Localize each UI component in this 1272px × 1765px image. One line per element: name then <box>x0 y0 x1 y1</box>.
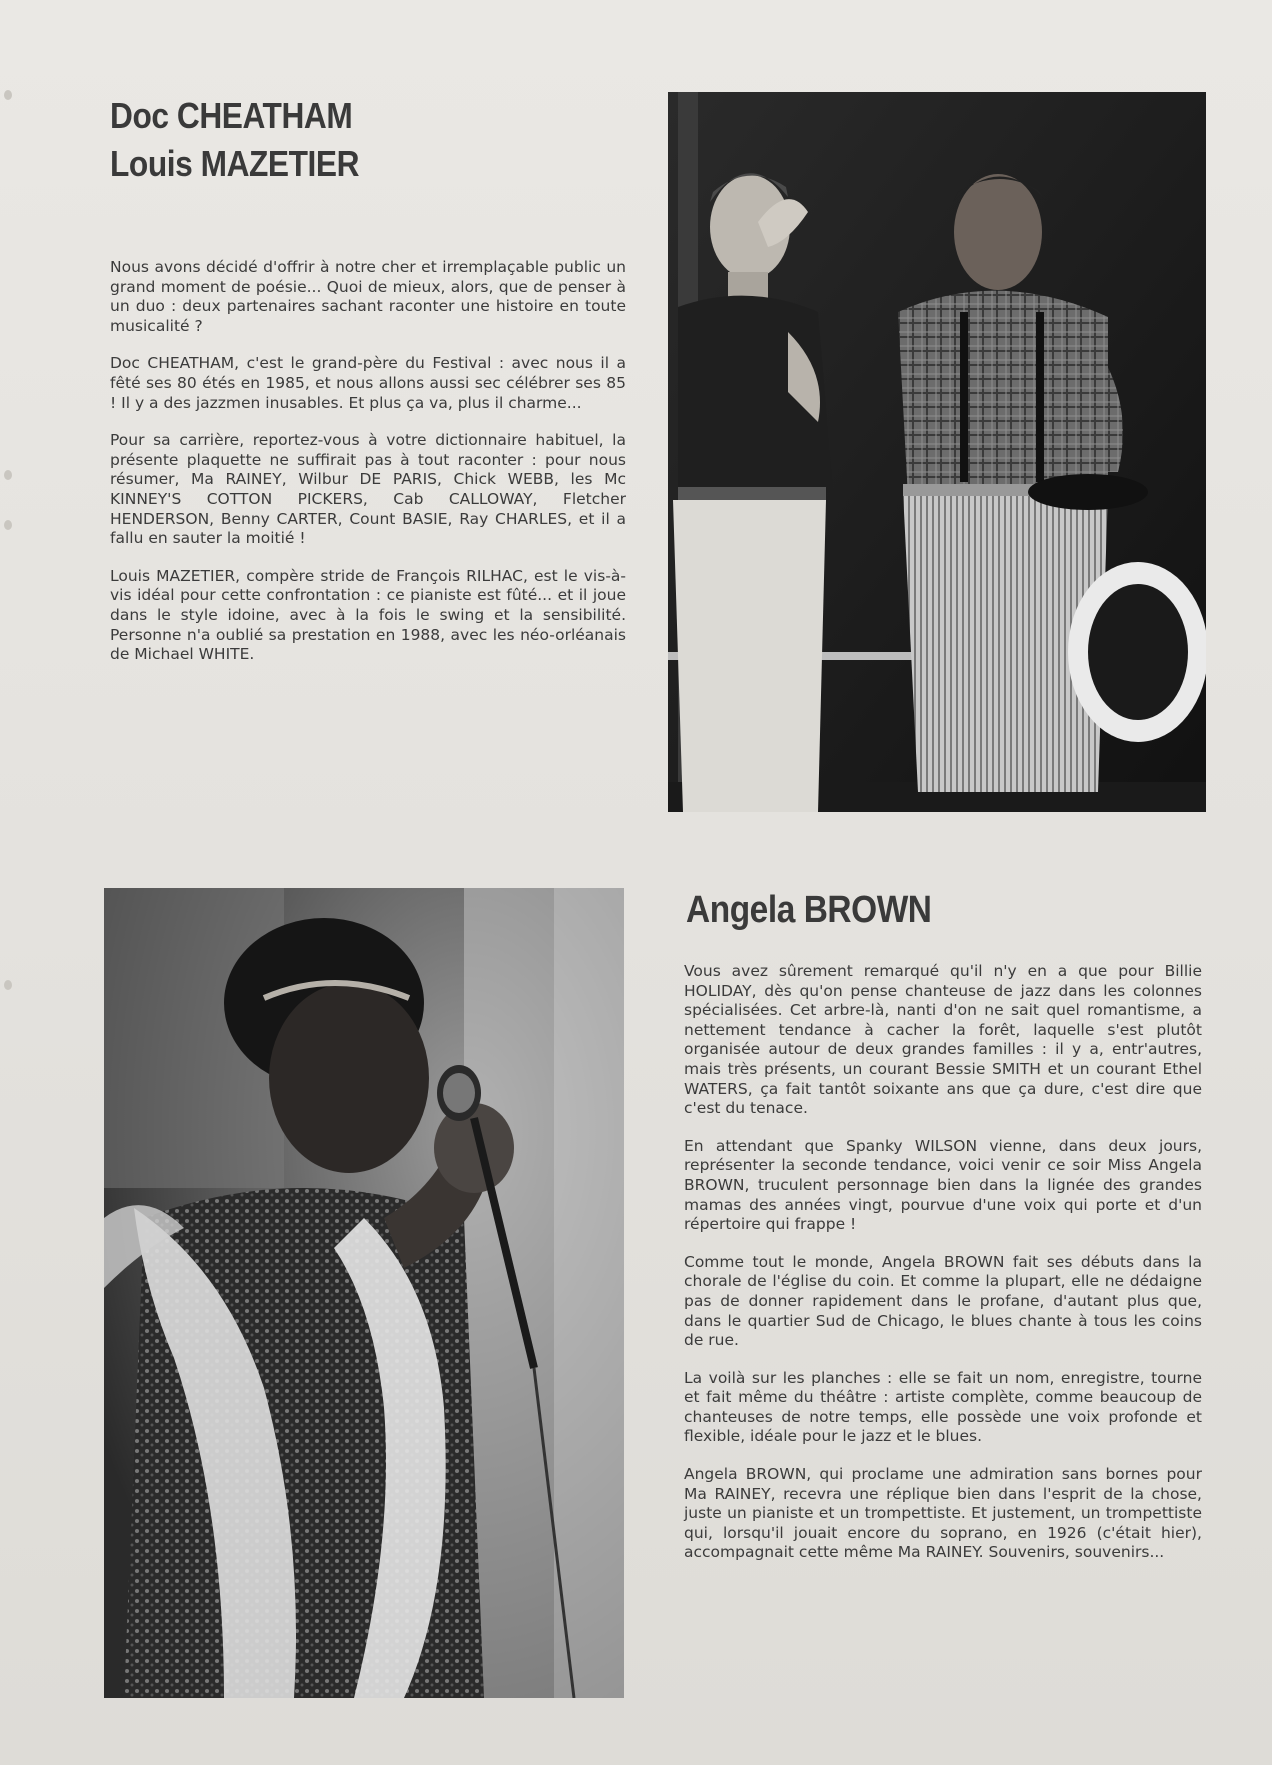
angela-brown-title: Angela BROWN <box>686 889 932 931</box>
title-line-1: Doc CHEATHAM <box>110 95 353 136</box>
angela-brown-photo-image <box>104 888 624 1698</box>
article-paragraph: La voilà sur les planches : elle se fait un nom, enregistre, tourne et fait même du théâtre : artiste complète, comme beaucoup de chanteuses de notre temps, elle possède une voix profonde et flexible, idéale pour le jazz et le blues. <box>684 1368 1202 1446</box>
angela-brown-article <box>684 962 1202 1581</box>
article-paragraph: Angela BROWN, qui proclame une admiration sans bornes pour Ma RAINEY, recevra une réplique bien dans l'esprit de la chose, juste un pianiste et un trompettiste. Et justement, un trompettiste qui, lorsqu'il jouait encore du soprano, en 1926 (c'était hier), accompagnait cette même Ma RAINEY. Souvenirs, souvenirs... <box>684 1465 1202 1562</box>
doc-cheatham-article <box>110 258 626 683</box>
duo-photo-image <box>668 92 1206 812</box>
binding-holes <box>0 0 20 1765</box>
article-paragraph: Nous avons décidé d'offrir à notre cher et irremplaçable public un grand moment de poésie... Quoi de mieux, alors, que de penser à un duo : deux partenaires sachant raconter une histoire en toute musicalité ? <box>110 258 626 335</box>
doc-cheatham-mazetier-title <box>110 92 359 188</box>
photo-doc-cheatham-louis-mazetier <box>668 92 1206 812</box>
photo-angela-brown <box>104 888 624 1698</box>
article-paragraph: Doc CHEATHAM, c'est le grand-père du Festival : avec nous il a fêté ses 80 étés en 1985, et nous allons aussi sec célébrer ses 85 ! Il y a des jazzmen inusables. Et plus ça va, plus il charme... <box>110 354 626 412</box>
article-paragraph: Comme tout le monde, Angela BROWN fait ses débuts dans la chorale de l'église du coin. Et comme la plupart, elle ne dédaigne pas de donner rapidement dans le profane, d'autant plus que, dans le quartier Sud de Chicago, le blues chante à tous les coins de rue. <box>684 1252 1202 1350</box>
title-line-2: Louis MAZETIER <box>110 143 360 184</box>
article-paragraph: En attendant que Spanky WILSON vienne, dans deux jours, représenter la seconde tendance, voici venir ce soir Miss Angela BROWN, truculent personnage bien dans la lignée des grandes mamas des années vingt, pourvue d'une voix qui porte et d'un répertoire qui frappe ! <box>684 1136 1202 1234</box>
article-paragraph: Pour sa carrière, reportez-vous à votre dictionnaire habituel, la présente plaquette ne suffirait pas à tout raconter : pour nous résumer, Ma RAINEY, Wilbur DE PARIS, Chick WEBB, les Mc KINNEY'S COTTON PICKERS, Cab CALLOWAY, Fletcher HENDERSON, Benny CARTER, Count BASIE, Ray CHARLES, et il a fallu en sauter la moitié ! <box>110 431 626 548</box>
article-paragraph: Vous avez sûrement remarqué qu'il n'y en a que pour Billie HOLIDAY, dès qu'on pense chanteuse de jazz dans les colonnes spécialisées. Cet arbre-là, nanti d'on ne sait quel romantisme, a nettement tendance à cacher la forêt, laquelle s'est plutôt organisée autour de deux grandes familles : il y a, entr'autres, mais très présents, un courant Bessie SMITH et un courant Ethel WATERS, ça fait tantôt soixante ans que ça dure, c'est dire que c'est du tenace. <box>684 962 1202 1118</box>
article-paragraph: Louis MAZETIER, compère stride de François RILHAC, est le vis-à-vis idéal pour cette confrontation : ce pianiste est fûté... et il joue dans le style idoine, avec à la fois le swing et la sensibilité. Personne n'a oublié sa prestation en 1988, avec les néo-orléanais de Michael WHITE. <box>110 566 626 664</box>
